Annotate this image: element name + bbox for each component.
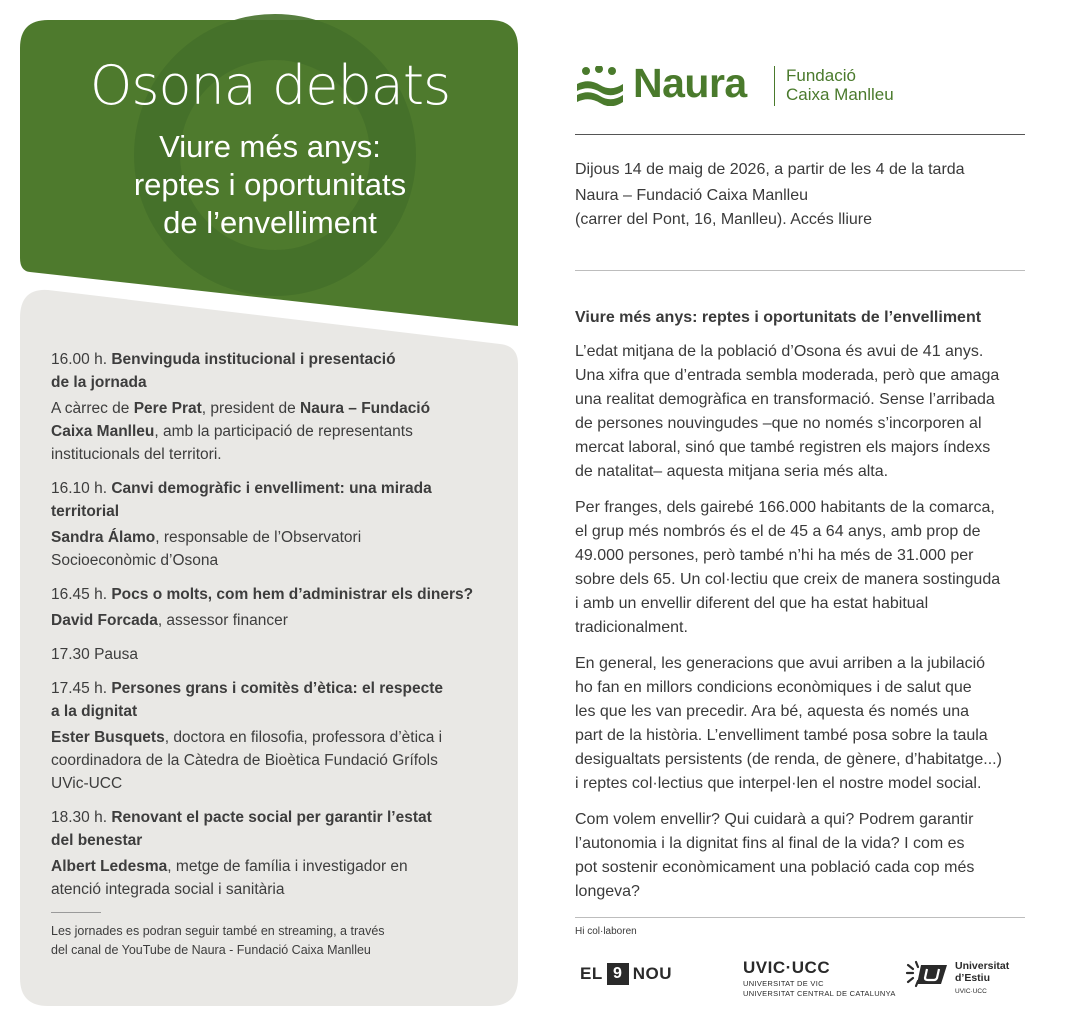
event-series-title: Osona debats: [89, 54, 451, 117]
brand-name: Naura: [633, 60, 747, 106]
paragraph-line: i amb un envellir diferent del que ha estat habitual: [575, 595, 929, 612]
program-item-description: [51, 526, 501, 572]
speaker-role: Socioeconòmic d’Osona: [51, 552, 219, 569]
organization-name: Naura – Fundació: [300, 400, 431, 417]
speaker-name: David Forcada: [51, 612, 158, 629]
program-item-title: [51, 348, 501, 394]
event-subtitle: [20, 128, 520, 242]
event-venue: Naura – Fundació Caixa Manlleu: [575, 187, 809, 204]
divider: [51, 912, 101, 913]
paragraph-line: una realitat demogràfica en transformació. Sense l’arribada: [575, 391, 995, 408]
paragraph-line: 49.000 persones, però també n’hi ha més de 31.000 per: [575, 547, 974, 564]
program-item-description: [51, 397, 501, 466]
event-datetime: Dijous 14 de maig de 2026, a partir de les 4 de la tarda: [575, 161, 965, 178]
el9nou-logo: [580, 963, 672, 985]
logo-text: EL: [580, 964, 603, 983]
article-paragraph: [575, 652, 1035, 796]
program-title-line: Renovant el pacte social per garantir l’estat: [111, 809, 432, 826]
divider: [575, 917, 1025, 918]
subtitle-line: reptes i oportunitats: [133, 167, 407, 202]
article: [575, 306, 1035, 916]
logo-text: [955, 960, 1009, 998]
program-time: 17.45 h.: [51, 680, 108, 697]
program-time: 16.10 h.: [51, 480, 108, 497]
paragraph-line: tradicionalment.: [575, 619, 688, 636]
foundation-line: Fundació: [786, 66, 856, 85]
paragraph-line: el grup més nombrós és el de 45 a 64 anys, amb prop de: [575, 523, 981, 540]
paragraph-line: part de la història. L’envelliment també posa sobre la taula: [575, 727, 988, 744]
paragraph-line: i reptes col·lectius que interpel·len el nostre model social.: [575, 775, 982, 792]
desc-text: , amb la participació de representants: [154, 423, 413, 440]
program-title-line: Canvi demogràfic i envelliment: una mirada: [111, 480, 432, 497]
universitat-estiu-logo: [903, 960, 1009, 998]
article-paragraph: [575, 340, 1035, 484]
logo-text: NOU: [632, 964, 673, 983]
logo-text: 9: [607, 963, 629, 985]
paragraph-line: de persones nouvingudes –que no només s’incorporen al: [575, 415, 982, 432]
speaker-role: coordinadora de la Càtedra de Bioètica Fundació Grífols: [51, 752, 438, 769]
event-details: [575, 158, 1035, 232]
speaker-name: Albert Ledesma: [51, 858, 168, 875]
paragraph-line: l’autonomia i la dignitat fins al final de la vida? I com es: [575, 835, 965, 852]
article-paragraph: [575, 808, 1035, 904]
streaming-note: [51, 922, 481, 960]
program-item: [51, 806, 501, 901]
desc-text: institucionals del territori.: [51, 446, 222, 463]
paragraph-line: ho fan en millors condicions econòmiques i de salut que: [575, 679, 972, 696]
speaker-name: Sandra Álamo: [51, 529, 156, 546]
divider: [575, 134, 1025, 135]
paragraph-line: Com volem envellir? Qui cuidarà a qui? Podrem garantir: [575, 811, 974, 828]
collaborators-label: Hi col·laboren: [575, 926, 637, 937]
program-time: 16.00 h.: [51, 351, 108, 368]
program-item: [51, 677, 501, 795]
paragraph-line: sobre dels 65. Un col·lectiu que creix de manera sostinguda: [575, 571, 1001, 588]
program-pause: 17.30 Pausa: [51, 646, 139, 663]
program-title-line: de la jornada: [51, 374, 147, 391]
program-list: [51, 348, 501, 960]
paragraph-line: pot sostenir econòmicament una població cada cop més: [575, 859, 975, 876]
program-item-title: [51, 477, 501, 523]
paragraph-line: de natalitat– aquesta mitjana seria més alta.: [575, 463, 889, 480]
paragraph-line: mercat laboral, sinó que també registren els majors índexs: [575, 439, 991, 456]
paragraph-line: Una xifra que d’entrada sembla moderada, però que amaga: [575, 367, 1000, 384]
speaker-role: , assessor financer: [157, 612, 288, 629]
divider: [575, 270, 1025, 271]
paragraph-line: En general, les generacions que avui arriben a la jubilació: [575, 655, 986, 672]
desc-text: , president de: [201, 400, 301, 417]
program-item-title: [51, 806, 501, 852]
paragraph-line: desigualtats persistents (de renda, de gènere, d’habitatge...): [575, 751, 1002, 768]
logo-line: Universitat: [955, 960, 1010, 972]
brand-separator: [774, 66, 775, 106]
logo-subtext: UNIVERSITAT DE VIC: [743, 979, 824, 988]
program-time: 16.45 h.: [51, 586, 108, 603]
logo-line: d’Estiu: [955, 972, 991, 984]
desc-text: A càrrec de: [51, 400, 134, 417]
subtitle-line: de l’envelliment: [163, 205, 377, 240]
program-title-line: territorial: [51, 503, 120, 520]
paragraph-line: longeva?: [575, 883, 640, 900]
logo-subtext: UVIC·UCC: [955, 988, 987, 995]
program-time: 18.30 h.: [51, 809, 108, 826]
program-item-description: [51, 726, 501, 795]
program-title-line: del benestar: [51, 832, 143, 849]
program-item: [51, 348, 501, 466]
program-title-line: Pocs o molts, com hem d’administrar els diners?: [111, 586, 474, 603]
subtitle-line: Viure més anys:: [159, 129, 381, 164]
naura-wave-icon: [575, 66, 625, 106]
article-paragraph: [575, 496, 1035, 640]
streaming-line: del canal de YouTube de Naura - Fundació Caixa Manlleu: [51, 943, 371, 957]
program-title-line: Benvinguda institucional i presentació: [111, 351, 396, 368]
speaker-role: atenció integrada social i sanitària: [51, 881, 285, 898]
uvic-ucc-logo: [743, 958, 896, 998]
program-item-description: [51, 855, 501, 901]
paragraph-line: L’edat mitjana de la població d’Osona és avui de 41 anys.: [575, 343, 984, 360]
paragraph-line: Per franges, dels gairebé 166.000 habitants de la comarca,: [575, 499, 995, 516]
program-title-line: Persones grans i comitès d’ètica: el respecte: [111, 680, 444, 697]
speaker-role: , responsable de l’Observatori: [155, 529, 362, 546]
event-address: (carrer del Pont, 16, Manlleu). Accés lliure: [575, 211, 873, 228]
article-heading: Viure més anys: reptes i oportunitats de l’envelliment: [575, 309, 982, 326]
program-item-description: [51, 609, 501, 632]
speaker-name: Ester Busquets: [51, 729, 165, 746]
streaming-line: Les jornades es podran seguir també en streaming, a través: [51, 924, 385, 938]
program-item-title: [51, 583, 501, 606]
program-item-title: [51, 677, 501, 723]
program-item: [51, 477, 501, 572]
speaker-name: Pere Prat: [133, 400, 202, 417]
foundation-name: [786, 66, 894, 104]
logo-subtext: UNIVERSITAT CENTRAL DE CATALUNYA: [743, 989, 896, 998]
sun-u-icon: [903, 960, 949, 990]
speaker-role: , metge de família i investigador en: [167, 858, 408, 875]
organization-name: Caixa Manlleu: [51, 423, 155, 440]
program-item: [51, 583, 501, 632]
program-title-line: a la dignitat: [51, 703, 138, 720]
speaker-role: , doctora en filosofia, professora d’ètica i: [164, 729, 443, 746]
speaker-role: UVic-UCC: [51, 775, 123, 792]
foundation-line: Caixa Manlleu: [786, 85, 894, 104]
logo-text: UVIC·UCC: [743, 958, 831, 977]
paragraph-line: les que les van precedir. Ara bé, aquesta és només una: [575, 703, 970, 720]
